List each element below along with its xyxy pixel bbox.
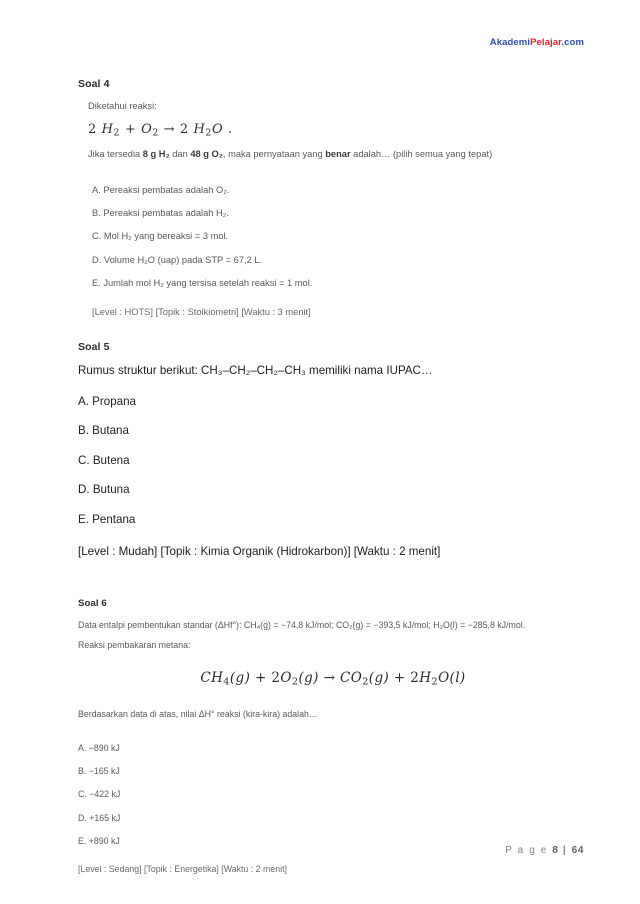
logo-text-akademi: Akademi [489, 37, 531, 48]
soal-6-option-c[interactable]: C. −422 kJ [78, 789, 121, 800]
eq6-species5: O [438, 670, 450, 687]
eq4-species2: O [141, 122, 153, 138]
soal-4-option-c[interactable]: C. Mol H₂ yang bereaksi = 3 mol. [92, 231, 229, 242]
soal-4-given-mid: dan [169, 149, 191, 160]
soal-5-option-c[interactable]: C. Butena [78, 453, 130, 467]
soal-4-given-end: adalah… (pilih semua yang tepat) [350, 149, 493, 160]
soal-6-option-e[interactable]: E. +890 kJ [78, 835, 120, 846]
eq6-plus2: + [393, 670, 406, 687]
eq6-species2: O [280, 670, 292, 687]
soal-4-option-a[interactable]: A. Pereaksi pembatas adalah O₂. [92, 184, 230, 195]
soal-4-metadata: [Level : HOTS] [Topik : Stoikiometri] [Waktu : 3 menit] [92, 306, 311, 317]
eq4-period: . [227, 122, 233, 138]
soal-6-data-line: Data entalpi pembentukan standar (ΔHf°): CH₄(g) = −74,8 kJ/mol; CO₂(g) = −393,5 kJ/mol; H₂O(l) = −285,8 kJ/mol. [78, 619, 526, 630]
soal-5-stem: Rumus struktur berikut: CH₃–CH₂–CH₂–CH₃ memiliki nama IUPAC… [78, 364, 433, 378]
eq6-state2: (g) [298, 670, 319, 687]
soal-4-given-post: , maka pernyataan yang [222, 149, 326, 160]
soal-4-option-e[interactable]: E. Jumlah mol H₂ yang tersisa setelah reaksi = 1 mol. [92, 278, 313, 289]
eq6-species3: CO [339, 670, 363, 687]
eq4-species4: O [211, 122, 224, 138]
soal-4-given-mass-h2: 8 g H₂ [142, 149, 170, 160]
eq6-arrow: → [323, 670, 336, 687]
soal-5-option-a[interactable]: A. Propana [78, 394, 137, 408]
soal-4-given-mass-o2: 48 g O₂ [190, 149, 223, 160]
eq6-species4: H [419, 670, 432, 687]
soal-4-body [78, 99, 588, 319]
soal-6-option-a[interactable]: A. −890 kJ [78, 742, 120, 753]
soal-6-option-d[interactable]: D. +165 kJ [78, 812, 121, 823]
logo-text-pelajar: Pelajar [530, 37, 562, 48]
eq4-plus: + [124, 122, 137, 138]
page-footer [505, 845, 584, 856]
soal-6-reaction-label: Reaksi pembakaran metana: [78, 640, 191, 651]
soal-4-option-b[interactable]: B. Pereaksi pembatas adalah H₂. [92, 208, 229, 219]
footer-total-pages: 64 [571, 845, 584, 856]
question-block-soal-5 [78, 341, 588, 562]
soal-4-equation [88, 120, 588, 141]
eq6-sub3: 2 [362, 676, 369, 688]
soal-4-given-pre: Jika tersedia [88, 149, 143, 160]
eq6-sub2: 2 [291, 676, 299, 688]
soal-5-option-e[interactable]: E. Pentana [78, 512, 136, 526]
eq4-species1: H [101, 122, 114, 138]
soal-6-question: Berdasarkan data di atas, nilai ΔH° reaksi (kira-kira) adalah… [78, 708, 318, 719]
soal-5-option-b[interactable]: B. Butana [78, 424, 129, 438]
eq6-species1: CH [200, 670, 224, 687]
footer-page-label: P a g e [505, 845, 548, 856]
footer-page-number: 8 [552, 845, 559, 856]
soal-6-option-b[interactable]: B. −165 kJ [78, 766, 120, 777]
eq6-state1: (g) [229, 670, 251, 687]
document-content [78, 78, 588, 876]
eq4-arrow: → [163, 122, 176, 138]
eq4-coef1: 2 [88, 122, 97, 138]
eq6-coef2: 2 [271, 670, 281, 687]
eq6-state4: (l) [449, 670, 466, 687]
eq6-plus1: + [254, 670, 267, 687]
eq4-sub2: 2 [152, 127, 159, 139]
soal-5-option-d[interactable]: D. Butuna [78, 483, 130, 497]
soal-4-given [88, 147, 588, 161]
soal-6-metadata: [Level : Sedang] [Topik : Energetika] [Waktu : 2 menit] [78, 864, 287, 875]
soal-4-option-d[interactable]: D. Volume H₂O (uap) pada STP = 67,2 L. [92, 254, 263, 265]
eq4-sub1: 2 [113, 127, 121, 139]
soal-4-heading: Soal 4 [78, 78, 110, 90]
eq6-state3: (g) [368, 670, 390, 687]
eq4-species3: H [193, 122, 206, 138]
footer-separator: | [562, 845, 568, 856]
site-logo [490, 37, 584, 48]
soal-6-body [78, 618, 588, 876]
soal-5-body [78, 362, 588, 562]
logo-text-domain: .com [561, 37, 584, 48]
question-block-soal-4 [78, 78, 588, 319]
eq6-sub1: 4 [223, 676, 230, 688]
eq4-coef2: 2 [179, 122, 189, 138]
eq4-sub3: 2 [205, 127, 212, 139]
soal-4-intro: Diketahui reaksi: [88, 101, 157, 111]
soal-5-heading: Soal 5 [78, 341, 110, 354]
soal-6-equation [78, 668, 588, 690]
eq6-coef4: 2 [410, 670, 420, 687]
soal-4-given-emphasis: benar [325, 149, 351, 160]
eq6-sub4: 2 [431, 676, 439, 688]
soal-6-heading: Soal 6 [78, 597, 107, 609]
question-block-soal-6 [78, 598, 588, 876]
soal-5-metadata: [Level : Mudah] [Topik : Kimia Organik (Hidrokarbon)] [Waktu : 2 menit] [78, 545, 441, 559]
